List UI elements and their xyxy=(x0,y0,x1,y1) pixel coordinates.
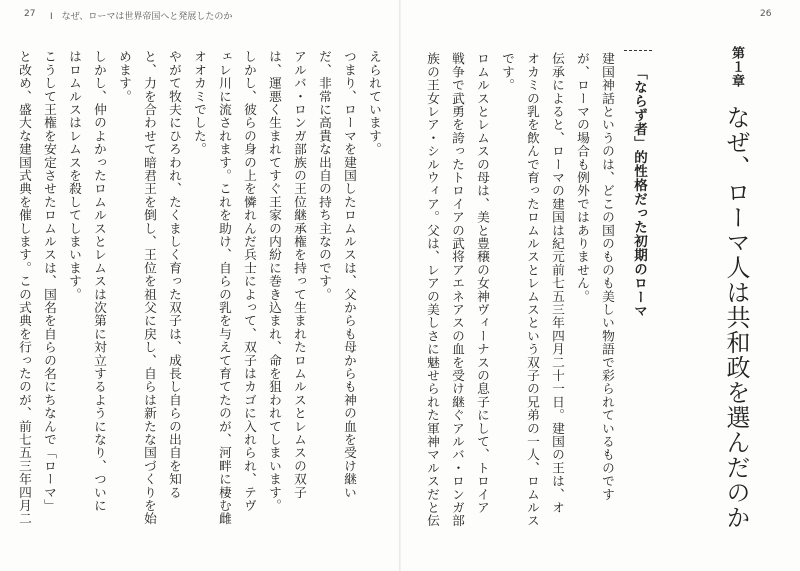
text-line: つまり、ローマを建国したロムルスは、父からも母からも神の血を受け継い xyxy=(342,50,357,499)
text-line: めます。 xyxy=(117,50,132,103)
left-running-head: Ⅰ なぜ、ローマは世界帝国へと発展したのか xyxy=(50,12,233,22)
text-line: オオカミでした。 xyxy=(192,50,207,156)
text-line: は、運悪く生まれてすぐ王家の内紛に巻き込まれ、命を狙われてしまいます。 xyxy=(267,50,282,512)
text-line: と、力を合わせて暗君王を倒し、王位を祖父に戻し、自らは新たな国づくりを始 xyxy=(142,50,157,526)
chapter-title: なぜ、ローマ人は共和政を選んだのか xyxy=(722,104,750,530)
page-gutter xyxy=(399,0,401,571)
chapter-label: 第１章 xyxy=(729,46,744,88)
text-line: 伝承によると、ローマの建国は紀元前七五三年四月二十一日。建国の王は、オ xyxy=(550,52,565,514)
left-page-body xyxy=(12,50,387,525)
text-line: 戦争で武勇を誇ったトロイアの武将アエネアスの血を受け継ぐアルバ・ロンガ部 xyxy=(450,52,465,528)
text-line: やがて牧夫にひろわれ、たくましく育った双子は、成長し自らの出自を知る xyxy=(167,50,182,499)
section-title: 「ならず者」的性格だった初期のローマ xyxy=(631,66,647,318)
text-line: ェレ川に流されます。これを助け、自らの乳を与えて育てたのが、河畔に棲む雌 xyxy=(217,50,232,526)
text-line: しかし、仲のよかったロムルスとレムスは次第に対立するようになり、ついに xyxy=(92,50,107,512)
text-line: こうして王権を安定させたロムルスは、国名を自らの名にちなんで「ローマ」 xyxy=(42,50,57,512)
chapter-heading xyxy=(716,46,756,530)
text-line: ロムルスとレムスの母は、美と豊穣の女神ヴィーナスの息子にして、トロイア xyxy=(475,52,490,514)
text-line: えられています。 xyxy=(367,50,382,156)
text-line: 建国神話というのは、どこの国のものも美しい物語で彩られているものです xyxy=(600,52,615,501)
text-line: と改め、盛大な建国式典を催します。この式典を行ったのが、前七五三年四月二 xyxy=(17,50,32,526)
text-line: アルバ・ロンガ部族の王位継承権を持って生まれたロムルスとレムスの双子 xyxy=(292,50,307,499)
section-ornament xyxy=(624,50,652,55)
text-line: はロムルスはレムスを殺してしまいます。 xyxy=(67,50,82,301)
text-line: 族の王女レア・シルウィア。父は、レアの美しさに魅せられた軍神マルスだと伝 xyxy=(425,52,440,528)
text-line: です。 xyxy=(500,52,515,92)
text-line: が、ローマの場合も例外ではありません。 xyxy=(575,52,590,303)
text-line: だ、非常に高貴な出自の持ち主なのです。 xyxy=(317,50,332,301)
right-page-body xyxy=(420,52,620,527)
text-line: しかし、彼らの身の上を憐れんだ兵士によって、双子はカゴに入れられ、テヴ xyxy=(242,50,257,512)
text-line: オカミの乳を飲んで育ったロムルスとレムスという双子の兄弟の一人、ロムルス xyxy=(525,52,540,528)
left-page-number: 27 xyxy=(24,9,36,19)
right-page-number: 26 xyxy=(760,9,772,19)
